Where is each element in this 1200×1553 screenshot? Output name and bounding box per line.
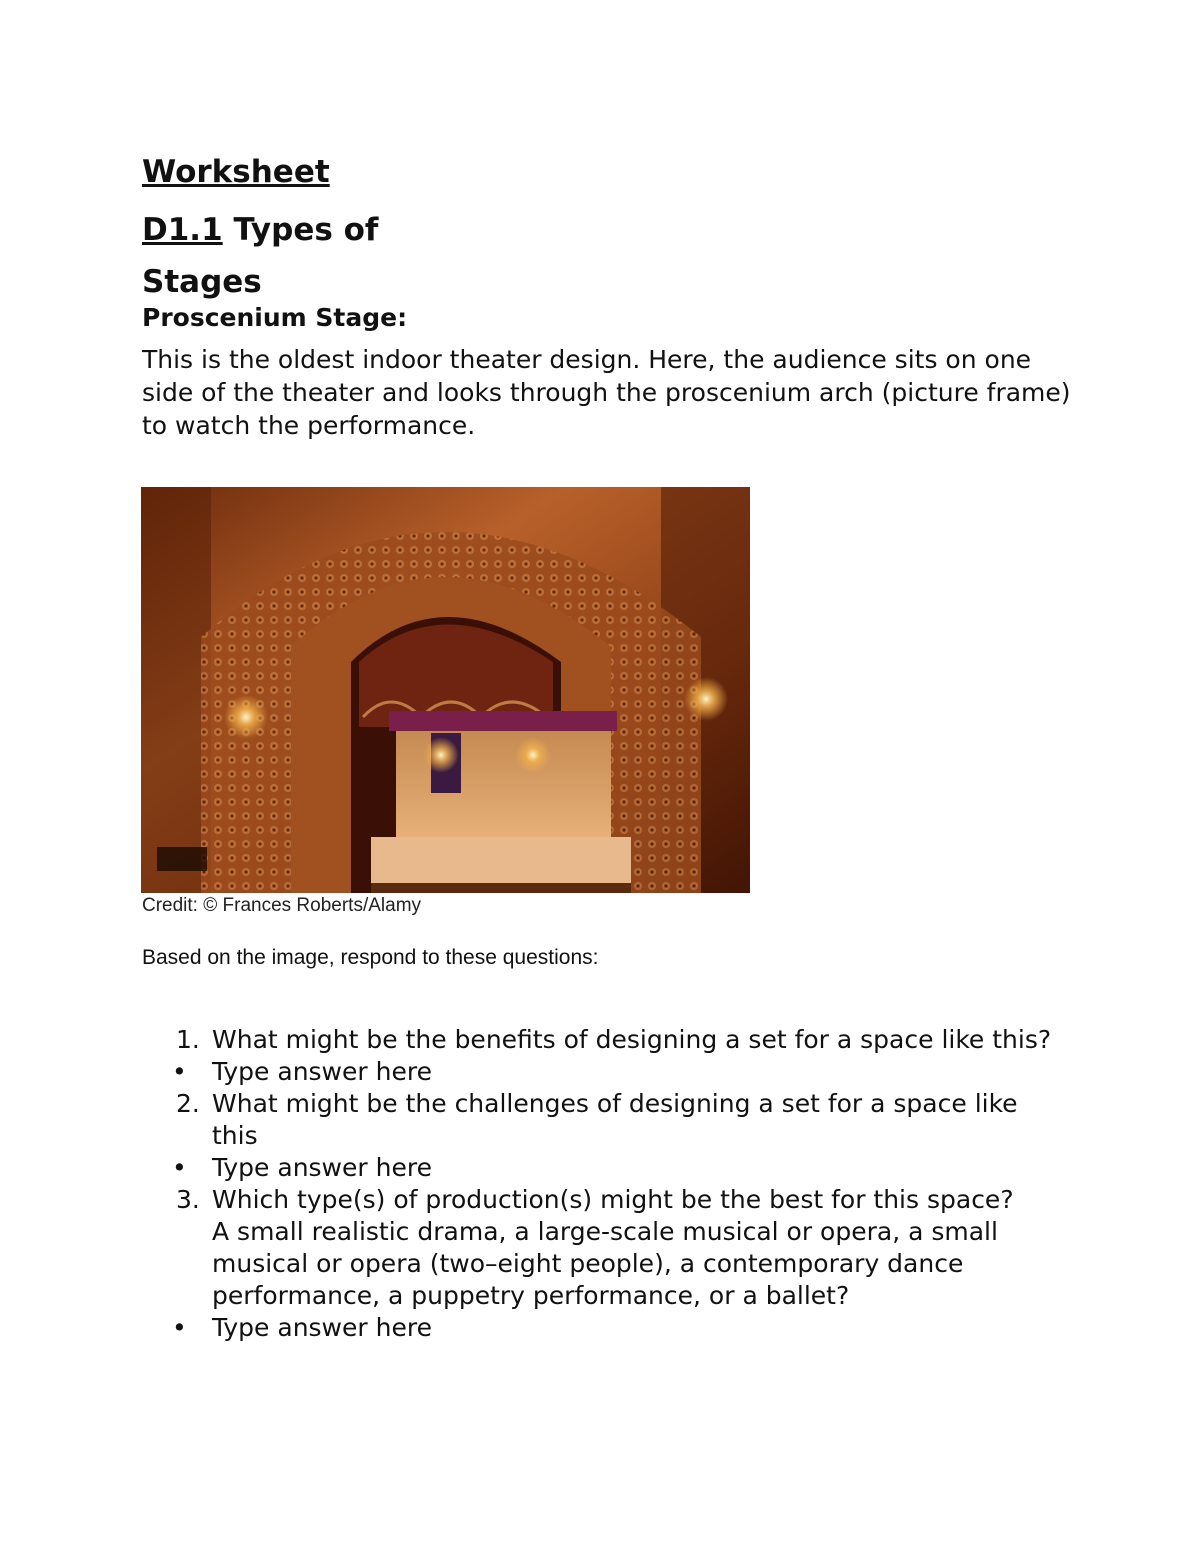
question-text: Which type(s) of production(s) might be the best for this space?	[212, 1185, 1014, 1214]
question-item	[142, 1184, 1062, 1312]
theater-photo	[141, 487, 750, 893]
answer-placeholder[interactable]: Type answer here	[212, 1313, 432, 1342]
question-number: 2.	[176, 1089, 200, 1118]
bullet-icon: •	[172, 1057, 187, 1086]
question-number: 1.	[176, 1025, 200, 1054]
question-detail: A small realistic drama, a large-scale musical or opera, a small musical or opera (two–eight people), a contemporary dance performance, a puppetry performance, or a ballet?	[212, 1217, 998, 1310]
question-item	[142, 1024, 1062, 1056]
title-text: Types of Stages	[142, 212, 379, 300]
answer-field[interactable]	[142, 1312, 1062, 1344]
worksheet-heading: Worksheet	[142, 154, 330, 190]
answer-field[interactable]	[142, 1152, 1062, 1184]
section-heading: Proscenium Stage:	[142, 303, 408, 332]
bullet-icon: •	[172, 1153, 187, 1182]
lesson-code: D1.1	[142, 212, 223, 248]
question-item	[142, 1088, 1062, 1152]
page-title	[142, 204, 482, 308]
image-credit: Credit: © Frances Roberts/Alamy	[142, 895, 422, 916]
question-prompt: Based on the image, respond to these questions:	[142, 946, 599, 969]
answer-placeholder[interactable]: Type answer here	[212, 1153, 432, 1182]
question-list	[142, 1024, 1062, 1344]
intro-paragraph: This is the oldest indoor theater design. Here, the audience sits on one side of the theater and looks through the proscenium arch (picture frame) to watch the performance.	[142, 345, 1071, 440]
answer-placeholder[interactable]: Type answer here	[212, 1057, 432, 1086]
bullet-icon: •	[172, 1313, 187, 1342]
question-text: What might be the challenges of designing a set for a space like this	[212, 1089, 1018, 1150]
question-text: What might be the benefits of designing a set for a space like this?	[212, 1025, 1052, 1054]
answer-field[interactable]	[142, 1056, 1062, 1088]
question-number: 3.	[176, 1185, 200, 1214]
